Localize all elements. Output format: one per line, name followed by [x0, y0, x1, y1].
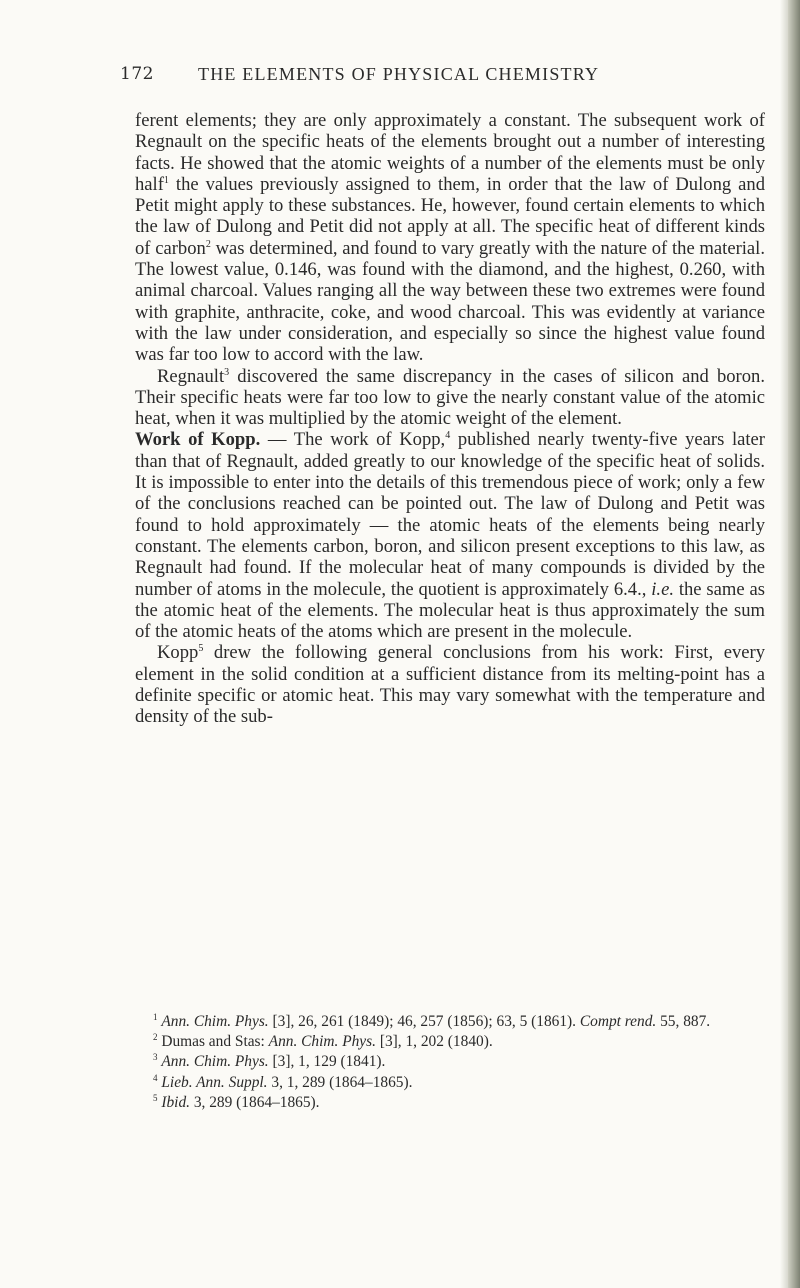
footnote-4 [135, 1073, 765, 1093]
running-title: THE ELEMENTS OF PHYSICAL CHEMISTRY [198, 64, 600, 84]
journal-title: Ann. Chim. Phys. [268, 1033, 376, 1051]
paragraph-text: discovered the same discrepancy in the cases of silicon and boron. Their specific heats were far too low to give the nearly constant value of the atomic heat, when it was multiplied by the atomic weight of the element. [135, 365, 765, 430]
footnote-2 [135, 1032, 765, 1052]
citation-text: [3], 26, 261 (1849); 46, 257 (1856); 63, 5 (1861). [268, 1013, 580, 1030]
paragraph-text: Regnault [157, 365, 225, 387]
footnote-number: 3 [153, 1052, 158, 1063]
page-edge [788, 0, 800, 1288]
footnote-ref: 3 [224, 366, 230, 378]
citation-text: Dumas and Stas: [161, 1033, 269, 1051]
journal-title: Lieb. Ann. Suppl. [161, 1073, 268, 1091]
footnote-number: 1 [153, 1012, 158, 1022]
paragraph-1 [135, 110, 765, 366]
body-text [135, 110, 765, 728]
footnote-3 [135, 1052, 765, 1072]
paragraph-text: Kopp [157, 642, 199, 664]
page-edge-shadow [780, 0, 788, 1288]
citation-text: 3, 1, 289 (1864–1865). [267, 1073, 413, 1091]
footnote-1 [135, 1012, 765, 1032]
section-run-in-heading: Work of Kopp. [135, 429, 261, 451]
footnote-ref: 5 [198, 643, 204, 655]
page-number: 172 [120, 64, 154, 84]
footnote-5 [135, 1093, 765, 1113]
paragraph-text: — The work of Kopp, [260, 429, 446, 451]
journal-title: Compt rend. [579, 1013, 657, 1030]
footnote-number: 4 [153, 1072, 158, 1083]
italic-text: i.e. [651, 578, 674, 600]
journal-title: Ann. Chim. Phys. [161, 1053, 269, 1071]
footnote-number: 5 [153, 1092, 158, 1103]
footnote-ref: 2 [205, 238, 211, 250]
paragraph-4 [135, 642, 765, 727]
citation-text: [3], 1, 129 (1841). [268, 1053, 386, 1071]
footnote-number: 2 [153, 1032, 158, 1043]
journal-title: Ann. Chim. Phys. [161, 1013, 269, 1030]
paragraph-text: the values previously assigned to them, in order that the law of Dulong and Petit might apply to these substances. He, however, found certain elements to which the law of Dulong and Petit did not apply at all. The specific heat of different kinds of carbon [135, 173, 765, 259]
footnote-ref: 1 [163, 174, 169, 186]
paragraph-text: published nearly twenty-five years later than that of Regnault, added greatly to our knowledge of the specific heat of solids. It is impossible to enter into the details of this tremendous piece of work; only a few of the conclusions reached can be pointed out. The law of Dulong and Petit was found to hold approximately — the atomic heats of the elements being nearly constant. The elements carbon, boron, and silicon present exceptions to this law, as Regnault had found. If the molecular heat of many compounds is divided by the number of atoms in the molecule, the quotient is approximately 6.4., [135, 429, 766, 600]
footnote-ref: 4 [445, 430, 451, 442]
paragraph-text: the same as the atomic heat of the elements. The molecular heat is thus approximately the sum of the atomic heats of the atoms which are present in the molecule. [135, 578, 765, 643]
journal-title: Ibid. [161, 1093, 190, 1111]
citation-text: [3], 1, 202 (1840). [375, 1033, 493, 1051]
paragraph-text: drew the following general conclusions from his work: First, every element in the solid condition at a sufficient distance from its melting-point has a definite specific or atomic heat. This may vary somewhat with the temperature and density of the sub- [135, 642, 765, 728]
paragraph-3 [135, 429, 765, 642]
citation-text: 3, 289 (1864–1865). [190, 1093, 320, 1111]
paragraph-2 [135, 366, 765, 430]
paragraph-text: was determined, and found to vary greatly with the nature of the material. The lowest value, 0.146, was found with the diamond, and the highest, 0.260, with animal charcoal. Values ranging all the way between these two extremes were found with graphite, anthracite, coke, and wood charcoal. This was evidently at variance with the law under consideration, and especially so since the highest value found was far too low to accord with the law. [135, 237, 765, 366]
footnotes [135, 1012, 765, 1113]
citation-text: 55, 887. [656, 1013, 711, 1030]
paragraph-text: ferent elements; they are only approximately a constant. The subsequent work of Regnault on the specific heats of the elements brought out a number of interesting facts. He showed that the atomic weights of a number of the elements must be only half [135, 110, 765, 195]
